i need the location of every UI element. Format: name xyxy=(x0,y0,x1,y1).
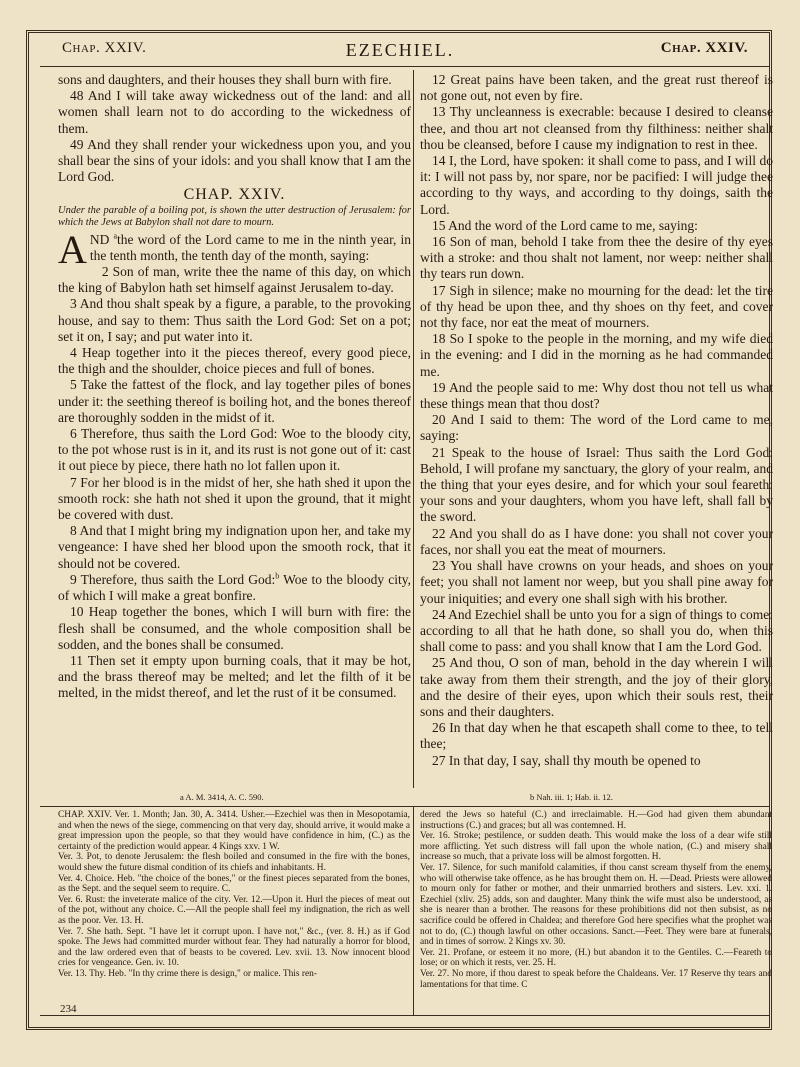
verse-6: 6 Therefore, thus saith the Lord God: Woe to the bloody city, to the pot whose rust is in it, and its rust is not gone out of it: cast it out piece by piece, there hath no lot fallen upon it. xyxy=(58,426,411,474)
column-divider xyxy=(413,70,414,788)
verse-9-lead: 9 Therefore, thus saith the Lord God: xyxy=(70,571,276,587)
verse-20: 20 And I said to them: The word of the Lord came to me, saying: xyxy=(420,412,773,444)
note-ver-17: Ver. 17. Silence, for such manifold calamities, if thou canst scream thyself from the enemy, who will otherwise take offence, as he has brought them on. H. —Dead. Priests were allowed to mourn only for father or mother, and their unmarried brothers and sisters. Lev. xxi. 1. Ezechiel (xliv. 25) adds, son and daughter. Many think the wife must also be understood, as she is nearer than a brother. The reasons for these prohibitions did not then subsist, as no sacrifice could be offered in Chaldea; and therefore God here specifies what the prophet was not to do, (C.) though lawful on other occasions. Sanct.—Feet. They were bare at funerals, and in times of sorrow. 2 Kings xv. 30. xyxy=(420,862,772,948)
verse-1-text: the word of the Lord came to me in the ninth year, in the tenth month, the tenth day of the month, saying: xyxy=(89,231,412,263)
verse-9 xyxy=(58,572,411,604)
verse-2: 2 Son of man, write thee the name of this day, on which the king of Babylon hath set himself against Jerusalem to-day. xyxy=(58,264,411,296)
footnote-reference-b: b Nah. iii. 1; Hab. ii. 12. xyxy=(530,792,613,802)
verse-48: 48 And I will take away wickedness out of the land: and all women shall learn not to do according to the wickedness of them. xyxy=(58,88,411,136)
chapter-summary: Under the parable of a boiling pot, is shown the utter destruction of Jerusalem: for which the Jews at Babylon shall not dare to mourn. xyxy=(58,204,411,228)
commentary-left xyxy=(58,810,410,980)
drop-cap: A xyxy=(58,226,87,272)
notes-bottom-rule xyxy=(40,1015,770,1016)
verse-19: 19 And the people said to me: Why dost thou not tell us what these things mean that thou dost? xyxy=(420,379,773,412)
verse-25: 25 And thou, O son of man, behold in the day wherein I will take away from them their strength, and the joy of their glory, and the desire of their eyes, upon which their souls rest, their sons and their daughters. xyxy=(420,655,773,719)
verse-9-text: Woe to the bloody city, of which I will make a great bonfire. xyxy=(58,571,411,604)
note-ver-27: Ver. 27. No more, if thou darest to speak before the Chaldeans. Ver. 17 Reserve thy tears and lamentations for that time. C xyxy=(420,968,772,990)
verse-10: 10 Heap together the bones, which I will burn with fire: the flesh shall be consumed, and the whole composition shall be sodden, and the bones shall be consumed. xyxy=(58,604,411,652)
note-ver-13: Ver. 13. Thy. Heb. "In thy crime there is design," or malice. This ren- xyxy=(58,968,317,979)
note-ver-16: Ver. 16. Stroke; pestilence, or sudden death. This would make the loss of a dear wife still more afflicting. Yet such distress will fall upon the whole nation, (C.) and misery shall increase so much, that a private loss will be almost forgotten. H. xyxy=(420,831,772,863)
verse-49: 49 And they shall render your wickedness upon you, and you shall bear the sins of your idols: and you shall know that I am the Lord God. xyxy=(58,136,411,185)
footnote-reference-a: a A. M. 3414, A. C. 590. xyxy=(180,792,264,802)
verse-24: 24 And Ezechiel shall be unto you for a sign of things to come: according to all that he hath done, so shall you do, when this shall come to pass: and you shall know that I am the Lord God. xyxy=(420,606,773,655)
verse-13: 13 Thy uncleanness is execrable: because I desired to cleanse thee, and thou art not cleansed from thy filthiness: neither shalt thou be cleansed, before I cause my indignation to rest in thee. xyxy=(420,104,773,152)
verse-16: 16 Son of man, behold I take from thee the desire of thy eyes with a stroke: and thou shalt not lament, nor weep: neither shall thy tears run down. xyxy=(420,234,773,282)
footnote-marker-a: a xyxy=(113,231,118,241)
verse-3: 3 And thou shalt speak by a figure, a parable, to the provoking house, and say to them: Thus saith the Lord God: Set on a pot; set it on, I say; and put water into it. xyxy=(58,296,411,344)
verse-23: 23 You shall have crowns on your heads, and shoes on your feet; you shall not lament nor weep, but you shall pine away for your iniquities; and every one shall sigh with his brother. xyxy=(420,558,773,606)
note-ver-1: CHAP. XXIV. Ver. 1. Month; Jan. 30, A. 3414. Usher.—Ezechiel was then in Mesopotamia, and when the news of the siege, commencing on that very day, should arrive, it would make a great impression upon the people, so that they would have confidence in him, (C.) as the certainty of the prediction would appear. 4 Kings xxv. 1 W. xyxy=(58,810,410,852)
verse-27: 27 In that day, I say, shall thy mouth be opened to xyxy=(432,752,701,768)
note-ver-3: Ver. 3. Pot, to denote Jerusalem: the flesh boiled and consumed in the fire with the bones, would shew the future dismal condition of its chiefs and inhabitants. H. xyxy=(58,852,410,873)
verse-8: 8 And that I might bring my indignation upon her, and take my vengeance: I have shed her blood upon the smooth rock, that it should not be covered. xyxy=(58,523,411,571)
note-ver-4: Ver. 4. Choice. Heb. "the choice of the bones," or the finest pieces separated from the bones, as the Sept. and the sequel seem to require. C. xyxy=(58,873,410,895)
commentary-right xyxy=(420,810,772,990)
note-ver-6: Ver. 6. Rust: the inveterate malice of the city. Ver. 12.—Upon it. Hurl the pieces of meat out of the pot, without any choice. C.—All the people shall feel my indignation, the rich as well as the poor. Ver. 13. H. xyxy=(58,894,410,926)
verse-26: 26 In that day when he that escapeth shall come to thee, to tell thee; xyxy=(420,720,773,752)
note-ver-7: Ver. 7. She hath. Sept. "I have let it corrupt upon. I have not," &c., (ver. 8. H.) as if God spoke. The Jews had committed murder without fear. They had naturally a horror for blood, and the law ordered even that of beasts to be covered. Lev. xvii. 13. Now innocent blood cries for vengeance. Gen. iv. 10. xyxy=(58,926,410,969)
verse-47-continued: sons and daughters, and their houses they shall burn with fire. xyxy=(58,72,392,87)
verse-11: 11 Then set it empty upon burning coals, that it may be hot, and the brass thereof may be melted; and let the filth of it be melted, in the midst thereof, and let the rust of it be consumed. xyxy=(58,652,411,701)
running-header xyxy=(40,40,760,64)
verse-22: 22 And you shall do as I have done: you shall not cover your faces, nor shall you eat the meat of mourners. xyxy=(420,525,773,557)
verse-21: 21 Speak to the house of Israel: Thus saith the Lord God: Behold, I will profane my sanctuary, the glory of your realm, and the thing that your eyes desire, and for which your soul feareth: your sons and your daughters, whom you have left, shall fall by the sword. xyxy=(420,444,773,525)
verse-5: 5 Take the fattest of the flock, and lay together piles of bones under it: the seething thereof is boiling hot, and the bones thereof are thoroughly sodden in the midst of it. xyxy=(58,377,411,425)
verse-15: 15 And the word of the Lord came to me, saying: xyxy=(432,217,698,233)
header-book-title: EZECHIEL. xyxy=(345,40,455,60)
right-column xyxy=(420,72,773,769)
verse-14: 14 I, the Lord, have spoken: it shall come to pass, and I will do it: I will not pass by, nor spare, nor be pacified: I will judge thee according to thy ways, and according to thy doings, saith the Lord. xyxy=(420,153,773,217)
verse-1-lead: ND xyxy=(89,231,110,247)
header-chapter-left: Chap. XXIV. xyxy=(62,40,147,56)
notes-top-rule xyxy=(40,806,770,807)
verse-18: 18 So I spoke to the people in the morning, and my wife died in the evening: and I did in the morning as he had commanded me. xyxy=(420,331,773,379)
verse-17: 17 Sigh in silence; make no mourning for the dead: let the tire of thy head be upon thee, and thy shoes on thy feet, and cover not thy face, nor eat the meat of mourners. xyxy=(420,282,773,331)
verse-7: 7 For her blood is in the midst of her, she hath shed it upon the smooth rock: she hath not shed it upon the ground, that it might be covered with dust. xyxy=(58,474,411,523)
chapter-heading: CHAP. XXIV. xyxy=(183,186,286,204)
header-chapter-right: Chap. XXIV. xyxy=(660,40,748,56)
note-ver-13-continued: dered the Jews so hateful (C.) and irreclaimable. H.—God had given them abundant instructions (C.) and graces; but all was contemned. H. xyxy=(420,810,772,831)
page-number: 234 xyxy=(60,1003,77,1015)
header-rule xyxy=(40,66,770,67)
footnote-marker-b: b xyxy=(275,571,280,581)
left-column xyxy=(58,72,411,702)
verse-4: 4 Heap together into it the pieces thereof, every good piece, the thigh and the shoulder, choice pieces and full of bones. xyxy=(58,345,411,377)
verse-1 xyxy=(58,226,412,272)
notes-divider xyxy=(413,806,414,1016)
verse-12: 12 Great pains have been taken, and the great rust thereof is not gone out, not even by fire. xyxy=(420,72,773,104)
note-ver-21: Ver. 21. Profane, or esteem it no more, (H.) but abandon it to the Gentiles. C.—Feareth to lose; or on which it rests, ver. 25. H. xyxy=(420,947,772,969)
